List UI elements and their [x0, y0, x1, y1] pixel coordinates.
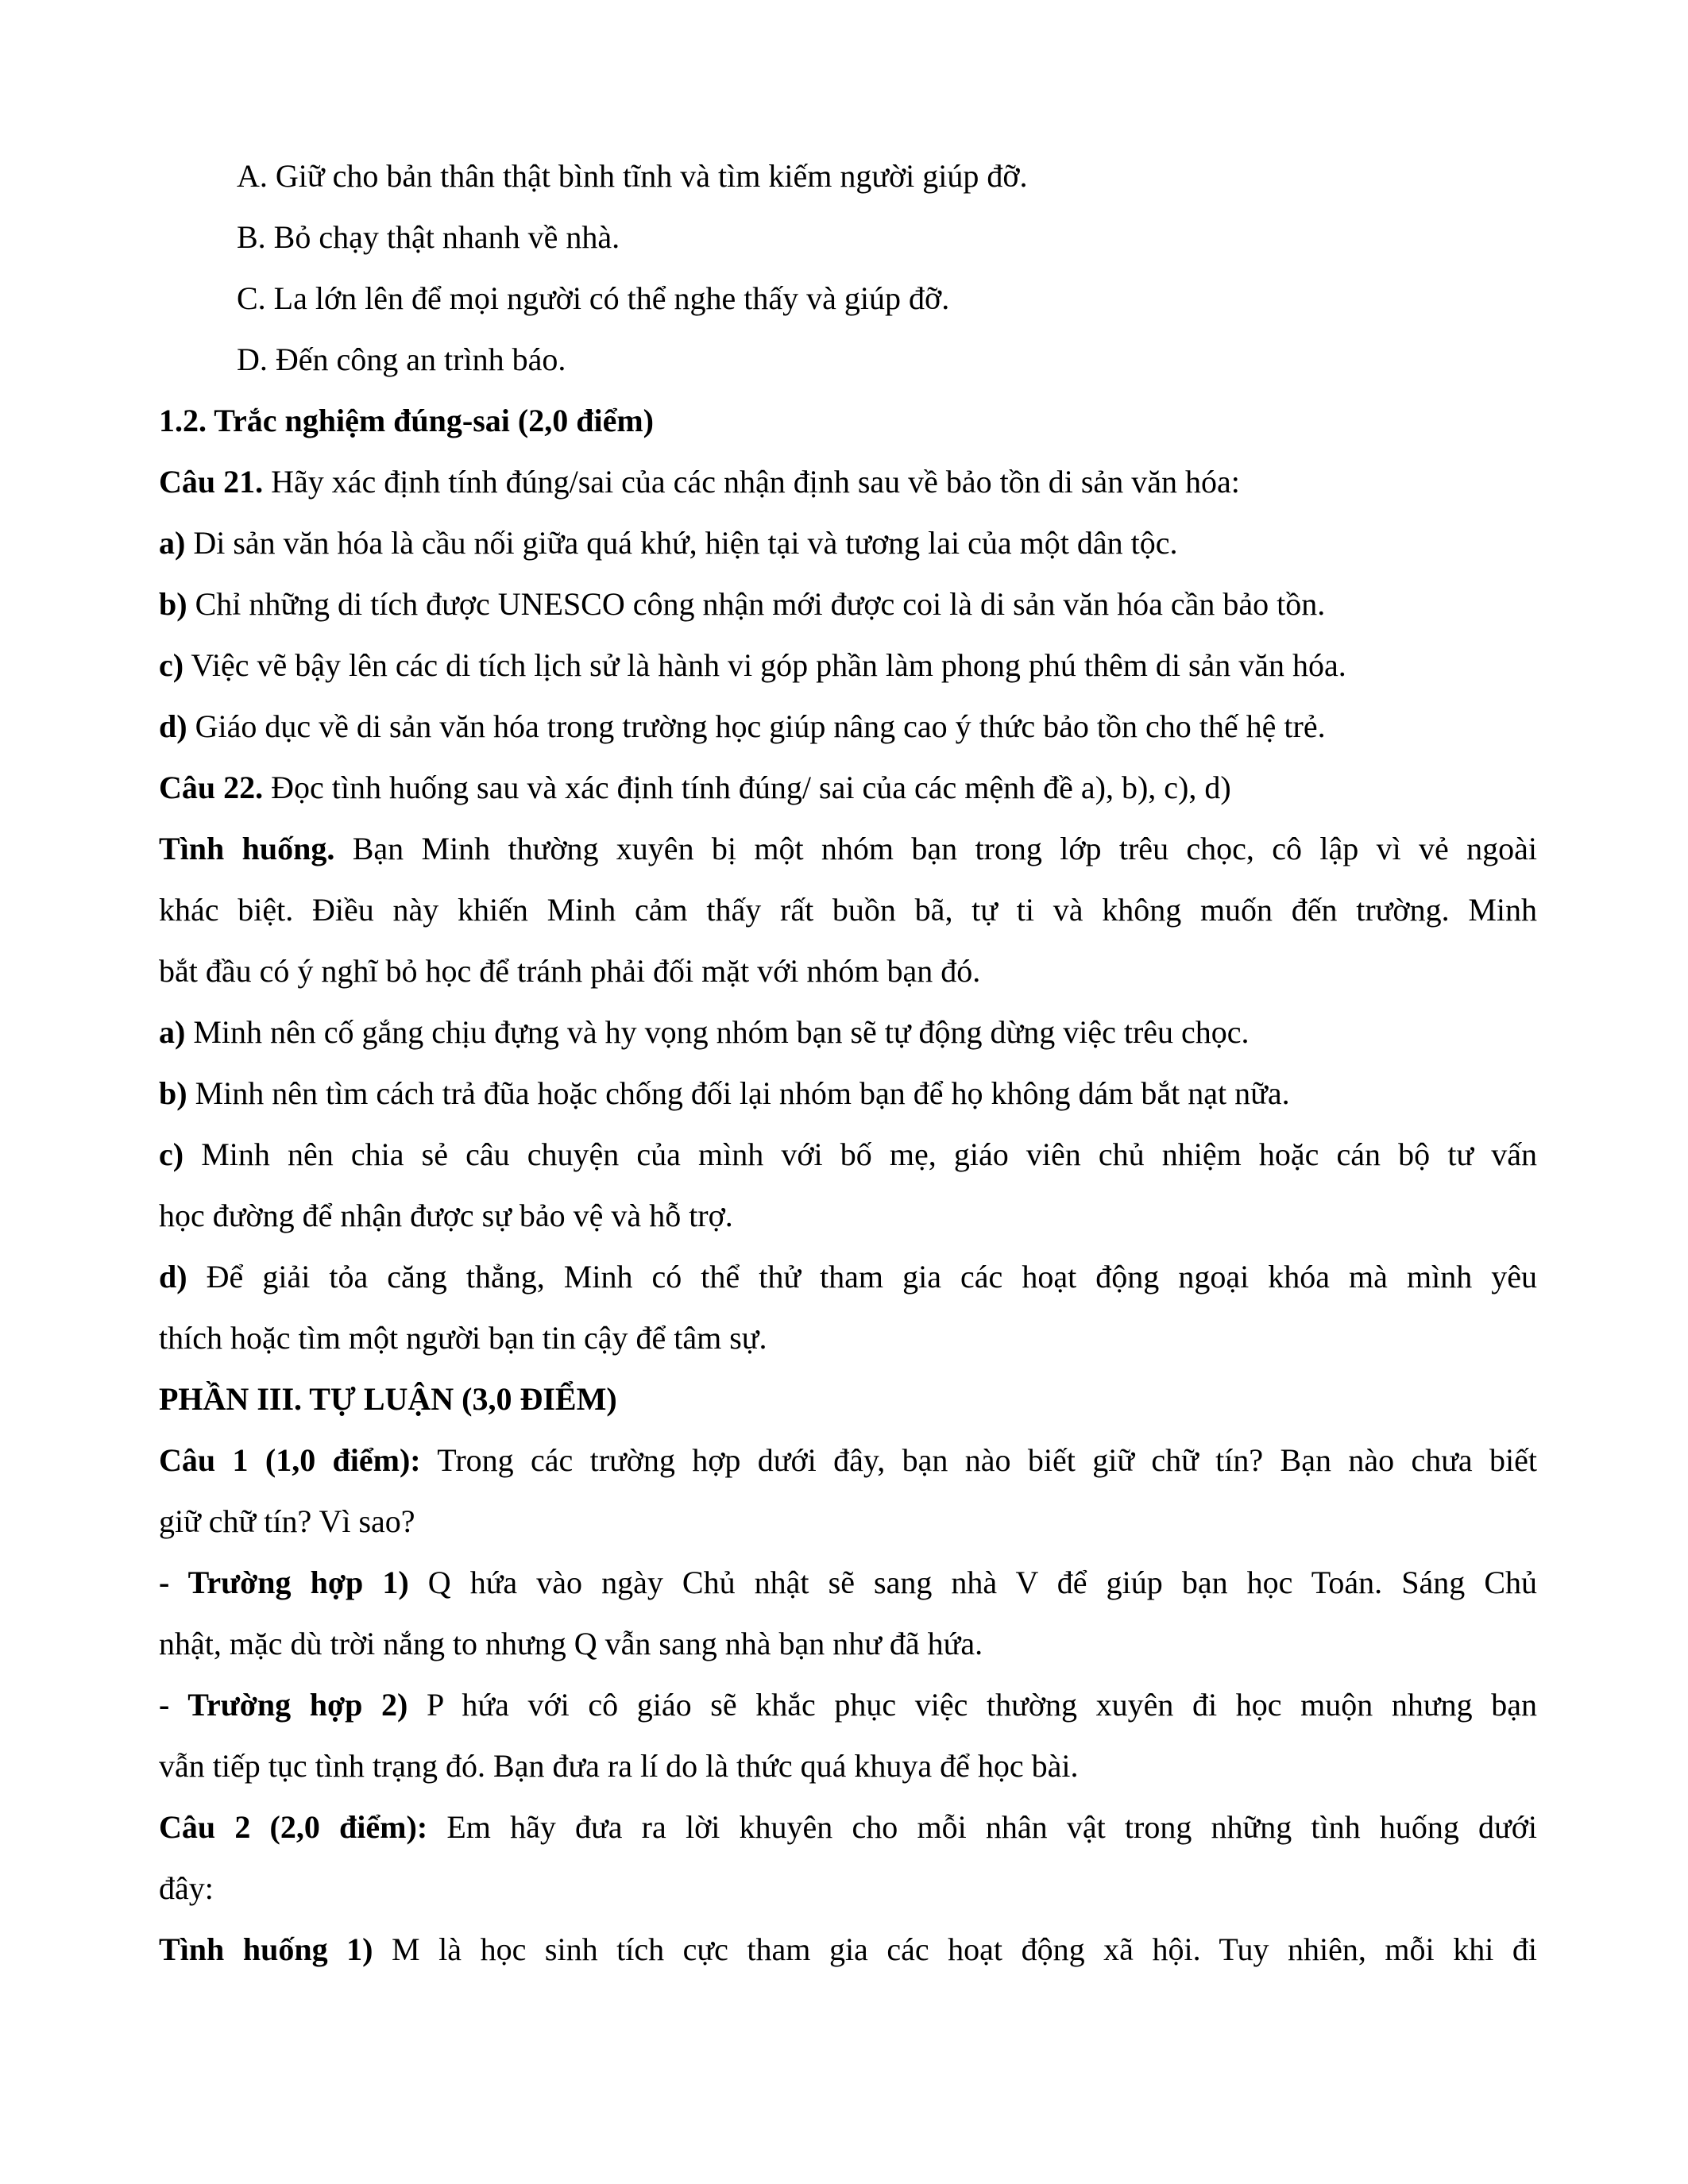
essay-2-situation-1-label: Tình huống 1): [159, 1931, 373, 1967]
q21-item-d: [159, 706, 1537, 747]
q21-item-d-text: Giáo dục về di sản văn hóa trong trường học giúp nâng cao ý thức bảo tồn cho thế hệ trẻ.: [187, 708, 1326, 744]
q22-item-d-label: d): [159, 1259, 187, 1295]
question-21-text: Hãy xác định tính đúng/sai của các nhận định sau về bảo tồn di sản văn hóa:: [263, 464, 1240, 500]
q22-situation-label: Tình huống.: [159, 831, 335, 866]
section-heading-true-false: 1.2. Trắc nghiệm đúng-sai (2,0 điểm): [159, 403, 654, 438]
option-d: D. Đến công an trình báo.: [237, 341, 566, 377]
essay-1-line-1: [159, 1440, 1537, 1481]
essay-1-case-2-line-2: vẫn tiếp tục tình trạng đó. Bạn đưa ra lí do là thức quá khuya để học bài.: [159, 1748, 1079, 1784]
q21-item-b-label: b): [159, 586, 187, 622]
question-22-text: Đọc tình huống sau và xác định tính đúng/ sai của các mệnh đề a), b), c), d): [263, 770, 1231, 805]
essay-1-case-2-line-1: [159, 1684, 1537, 1726]
q22-situation-text-1: Bạn Minh thường xuyên bị một nhóm bạn trong lớp trêu chọc, cô lập vì vẻ ngoài: [334, 831, 1537, 866]
essay-1-case-2-label: - Trường hợp 2): [159, 1687, 408, 1723]
q21-item-d-label: d): [159, 708, 187, 744]
q22-situation-line-2: khác biệt. Điều này khiến Minh cảm thấy rất buồn bã, tự ti và không muốn đến trường. Minh: [159, 892, 1537, 928]
q22-item-a-text: Minh nên cố gắng chịu đựng và hy vọng nhóm bạn sẽ tự động dừng việc trêu chọc.: [185, 1014, 1250, 1050]
q22-item-d-text-1: Để giải tỏa căng thẳng, Minh có thể thử tham gia các hoạt động ngoại khóa mà mình yêu: [187, 1259, 1537, 1295]
part-3-heading: PHẦN III. TỰ LUẬN (3,0 ĐIỂM): [159, 1381, 617, 1417]
essay-2-label: Câu 2 (2,0 điểm):: [159, 1809, 428, 1845]
essay-1-case-1-line-1: [159, 1562, 1537, 1603]
q22-item-b-text: Minh nên tìm cách trả đũa hoặc chống đối lại nhóm bạn để họ không dám bắt nạt nữa.: [187, 1075, 1290, 1111]
question-21-label: Câu 21.: [159, 464, 264, 500]
q22-situation-line-3: bắt đầu có ý nghĩ bỏ học để tránh phải đối mặt với nhóm bạn đó.: [159, 953, 981, 989]
q22-item-c-text-1: Minh nên chia sẻ câu chuyện của mình với bố mẹ, giáo viên chủ nhiệm hoặc cán bộ tư vấn: [183, 1136, 1537, 1172]
essay-2-line-1: [159, 1807, 1537, 1848]
essay-1-label: Câu 1 (1,0 điểm):: [159, 1442, 421, 1478]
q22-item-c-label: c): [159, 1136, 184, 1172]
q21-item-c-label: c): [159, 647, 184, 683]
essay-2-text-1: Em hãy đưa ra lời khuyên cho mỗi nhân vật trong những tình huống dưới: [427, 1809, 1538, 1845]
question-22: [159, 767, 1537, 808]
q22-item-d-line-2: thích hoặc tìm một người bạn tin cậy để tâm sự.: [159, 1320, 767, 1356]
q21-item-a-label: a): [159, 525, 186, 561]
q21-item-c: [159, 645, 1537, 686]
q21-item-c-text: Việc vẽ bậy lên các di tích lịch sử là hành vi góp phần làm phong phú thêm di sản văn hóa.: [183, 647, 1346, 683]
q22-situation-line-1: [159, 828, 1537, 870]
option-b: B. Bỏ chạy thật nhanh về nhà.: [237, 219, 620, 255]
q22-item-c-line-1: [159, 1134, 1537, 1175]
q22-item-a: [159, 1012, 1537, 1053]
q21-item-a-text: Di sản văn hóa là cầu nối giữa quá khứ, hiện tại và tương lai của một dân tộc.: [185, 525, 1178, 561]
option-a: A. Giữ cho bản thân thật bình tĩnh và tìm kiếm người giúp đỡ.: [237, 158, 1028, 194]
q22-item-b-label: b): [159, 1075, 187, 1111]
essay-2-situation-1-text-1: M là học sinh tích cực tham gia các hoạt động xã hội. Tuy nhiên, mỗi khi đi: [373, 1931, 1537, 1967]
essay-1-case-1-text-1: Q hứa vào ngày Chủ nhật sẽ sang nhà V để giúp bạn học Toán. Sáng Chủ: [408, 1565, 1538, 1600]
essay-1-line-2: giữ chữ tín? Vì sao?: [159, 1503, 415, 1539]
q21-item-a: [159, 523, 1537, 564]
q21-item-b: [159, 584, 1537, 625]
q22-item-c-line-2: học đường để nhận được sự bảo vệ và hỗ trợ.: [159, 1198, 733, 1233]
essay-1-text-1: Trong các trường hợp dưới đây, bạn nào biết giữ chữ tín? Bạn nào chưa biết: [420, 1442, 1537, 1478]
essay-1-case-2-text-1: P hứa với cô giáo sẽ khắc phục việc thường xuyên đi học muộn nhưng bạn: [408, 1687, 1537, 1723]
q21-item-b-text: Chỉ những di tích được UNESCO công nhận mới được coi là di sản văn hóa cần bảo tồn.: [187, 586, 1326, 622]
essay-1-case-1-label: - Trường hợp 1): [159, 1565, 409, 1600]
essay-1-case-1-line-2: nhật, mặc dù trời nắng to nhưng Q vẫn sang nhà bạn như đã hứa.: [159, 1626, 983, 1661]
q22-item-a-label: a): [159, 1014, 186, 1050]
q22-item-b: [159, 1073, 1537, 1114]
question-21: [159, 461, 1537, 503]
question-22-label: Câu 22.: [159, 770, 264, 805]
q22-item-d-line-1: [159, 1256, 1537, 1298]
option-c: C. La lớn lên để mọi người có thể nghe thấy và giúp đỡ.: [237, 280, 950, 316]
essay-2-line-2: đây:: [159, 1870, 214, 1906]
essay-2-situation-1-line-1: [159, 1929, 1537, 1970]
